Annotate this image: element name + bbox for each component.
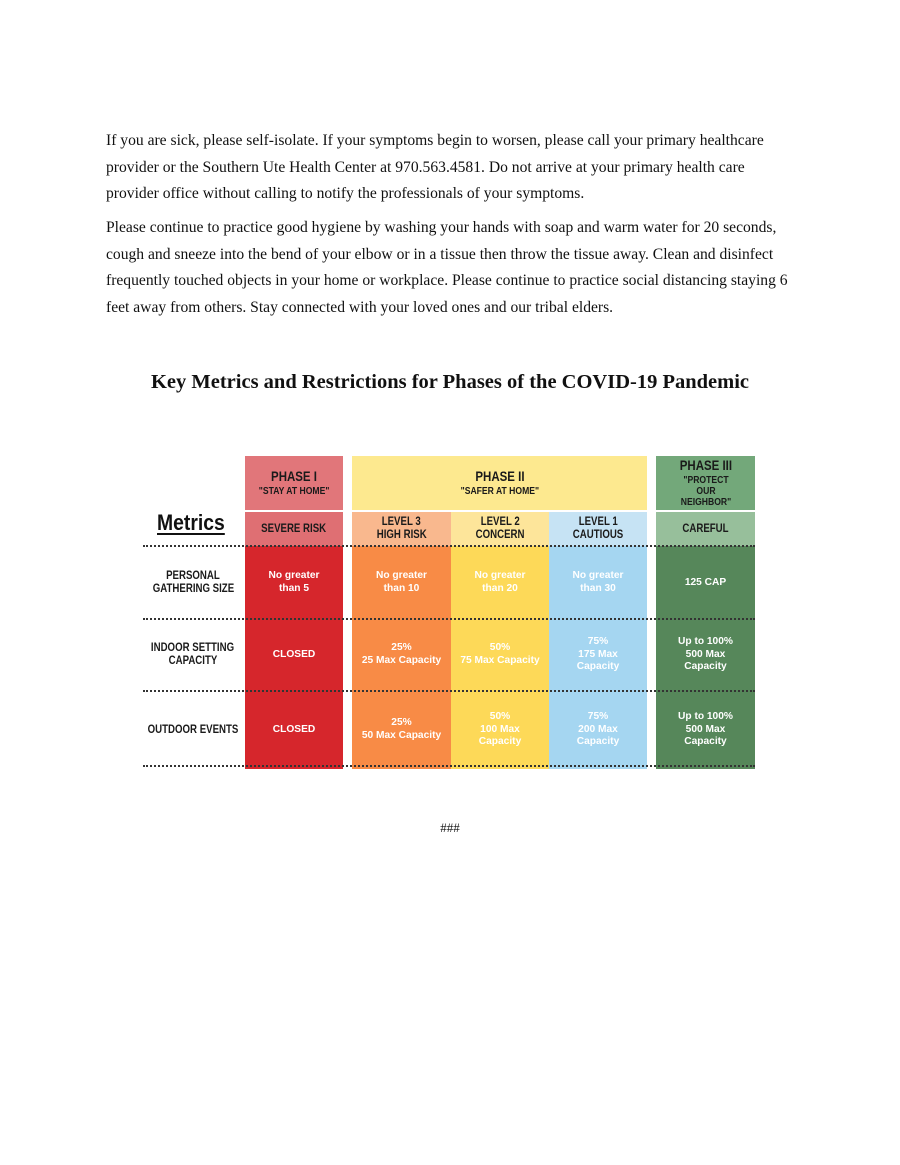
phase-3-name: PHASE III xyxy=(679,457,732,474)
indoor-capacity-level-2: 50% 75 Max Capacity xyxy=(460,642,540,666)
phase-1-header xyxy=(245,456,343,510)
level-3-sublabel: HIGH RISK xyxy=(376,529,427,541)
phase-3-subtitle: "PROTECT OUR NEIGHBOR" xyxy=(680,473,731,508)
paragraph-hygiene-instructions: Please continue to practice good hygiene by washing your hands with soap and warm water for 20 seconds, cough and sneeze into the bend of your elbow or in a tissue then throw the tissue away. Clean and disinfect frequently touched objects in your home or workplace. Please continue to practice social distancing staying 6 feet away from others. Stay connected with your loved ones and our tribal elders. xyxy=(106,219,788,316)
gathering-size-level-2: No greater than 20 xyxy=(474,570,526,594)
level-3-label: LEVEL 3 xyxy=(381,516,422,529)
level-severe-risk xyxy=(245,512,343,546)
phase-1-name: PHASE I xyxy=(271,468,317,485)
row-label-gathering-size xyxy=(143,548,243,618)
outdoor-events-phase-1: CLOSED xyxy=(272,723,316,735)
outdoor-events-level-2: 50% 100 Max Capacity xyxy=(478,710,522,748)
phase-2-header xyxy=(352,456,647,510)
indoor-capacity-phase-1: CLOSED xyxy=(272,648,316,660)
metrics-title: Metrics xyxy=(157,510,225,535)
end-mark: ### xyxy=(440,820,460,835)
gathering-size-level-1: No greater than 30 xyxy=(572,570,624,594)
level-2-sublabel: CONCERN xyxy=(475,529,525,541)
row-label-indoor-capacity xyxy=(143,620,243,690)
dotted-separator xyxy=(143,690,755,692)
paragraph-sick-instructions: If you are sick, please self-isolate. If your symptoms begin to worsen, please call your primary healthcare provider or the Southern Ute Health Center at 970.563.4581. Do not arrive at your primary health care provider office without calling to notify the professionals of your symptoms. xyxy=(106,132,764,202)
level-1-label: LEVEL 1 xyxy=(578,516,618,529)
level-3 xyxy=(352,512,451,546)
figure-heading: Key Metrics and Restrictions for Phases of the COVID-19 Pandemic xyxy=(150,371,749,393)
dotted-separator xyxy=(143,618,755,620)
level-careful xyxy=(656,512,755,546)
outdoor-events-level-3: 25% 50 Max Capacity xyxy=(361,717,442,741)
level-2-label: LEVEL 2 xyxy=(480,516,520,529)
gathering-size-phase-1: No greater than 5 xyxy=(268,570,320,594)
phase-2-name: PHASE II xyxy=(474,468,525,485)
indoor-capacity-phase-3: Up to 100% 500 Max Capacity xyxy=(678,635,733,673)
outdoor-events-level-1: 75% 200 Max Capacity xyxy=(576,710,620,748)
level-careful-label: CAREFUL xyxy=(682,522,729,535)
row-label-gathering-size-line2: GATHERING SIZE xyxy=(152,583,234,595)
phase-3-header xyxy=(656,456,755,510)
row-label-gathering-size-line1: PERSONAL xyxy=(166,570,220,583)
gathering-size-phase-3: 125 CAP xyxy=(684,576,727,588)
indoor-capacity-level-1: 75% 175 Max Capacity xyxy=(576,635,620,673)
row-label-outdoor-events-line1: OUTDOOR EVENTS xyxy=(147,723,239,736)
level-1-sublabel: CAUTIOUS xyxy=(572,529,624,541)
phase-2-subtitle: "SAFER AT HOME" xyxy=(460,484,539,497)
level-1 xyxy=(549,512,647,546)
level-2 xyxy=(451,512,549,546)
row-label-outdoor-events xyxy=(143,692,243,768)
phases-metrics-table xyxy=(143,456,755,769)
outdoor-events-phase-3: Up to 100% 500 Max Capacity xyxy=(678,710,733,748)
phase-1-subtitle: "STAY AT HOME" xyxy=(258,484,330,497)
dotted-separator xyxy=(143,765,755,767)
dotted-separator xyxy=(143,545,755,547)
level-severe-risk-label: SEVERE RISK xyxy=(261,522,327,535)
indoor-capacity-level-3: 25% 25 Max Capacity xyxy=(361,642,442,666)
row-label-indoor-capacity-line2: CAPACITY xyxy=(168,655,218,667)
row-label-indoor-capacity-line1: INDOOR SETTING xyxy=(151,642,235,655)
gathering-size-level-3: No greater than 10 xyxy=(376,570,427,594)
